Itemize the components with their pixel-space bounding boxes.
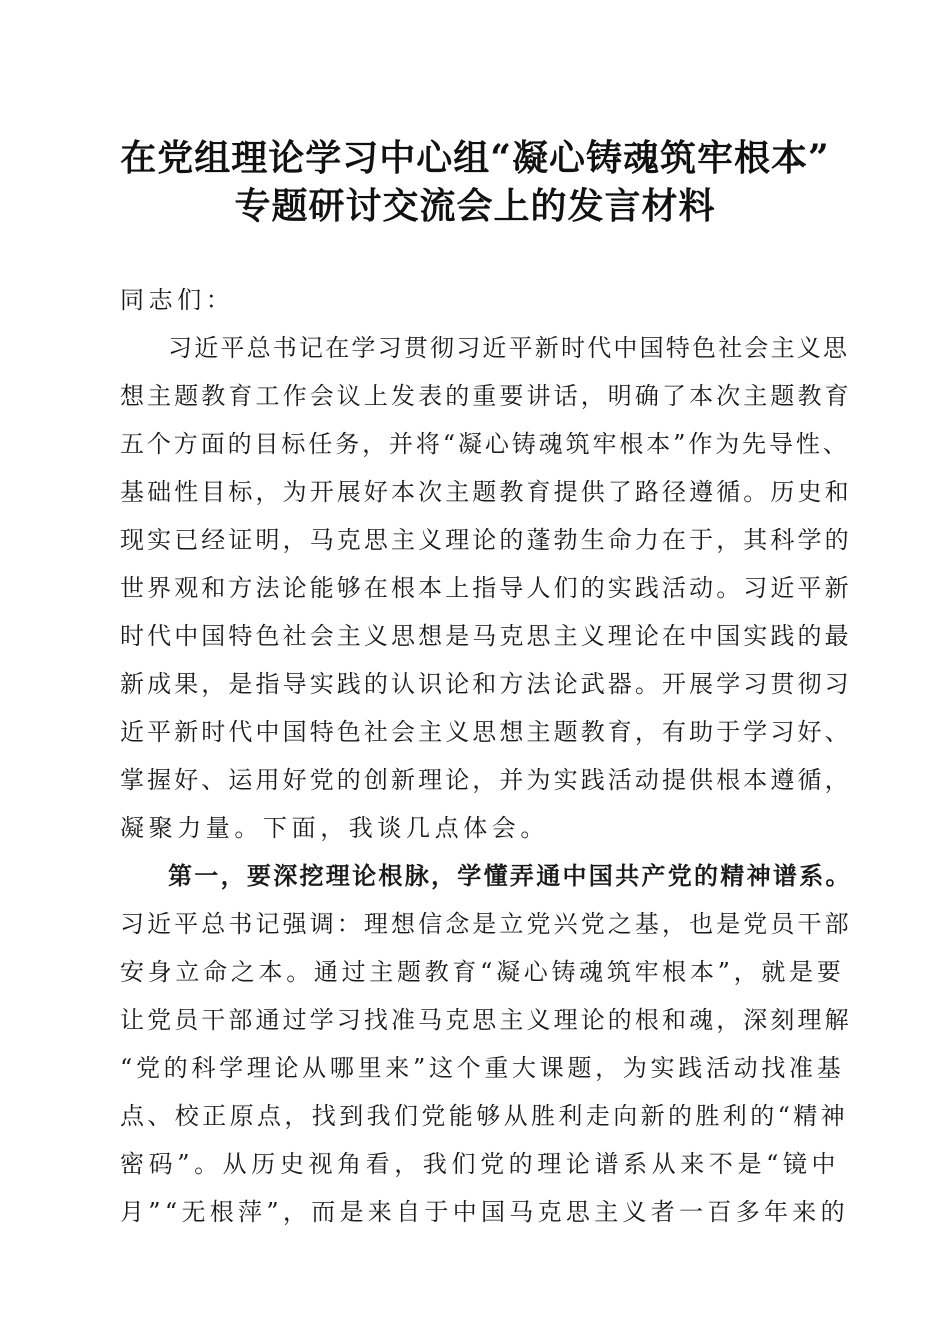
paragraph-1-line: 现实已经证明，马克思主义理论的蓬勃生命力在于，其科学的 (120, 526, 852, 554)
salutation: 同志们： (120, 286, 235, 314)
paragraph-2-line: “党的科学理论从哪里来”这个重大课题，为实践活动找准基 (120, 1054, 845, 1082)
document-title-line-2: 专题研讨交流会上的发言材料 (234, 185, 716, 227)
paragraph-1-line: 时代中国特色社会主义思想是马克思主义理论在中国实践的最 (120, 622, 852, 650)
paragraph-1-line: 基础性目标，为开展好本次主题教育提供了路径遵循。历史和 (120, 478, 852, 506)
paragraph-2-line: 安身立命之本。通过主题教育“凝心铸魂筑牢根本”，就是要 (120, 958, 845, 986)
paragraph-1-line: 掌握好、运用好党的创新理论，并为实践活动提供根本遵循， (120, 766, 852, 794)
paragraph-2-line: 点、校正原点，找到我们党能够从胜利走向新的胜利的“精神 (120, 1102, 849, 1130)
paragraph-1-line: 近平新时代中国特色社会主义思想主题教育，有助于学习好、 (120, 718, 852, 746)
paragraph-1-line: 习近平总书记在学习贯彻习近平新时代中国特色社会主义思 (168, 334, 850, 362)
paragraph-1-line: 凝聚力量。下面，我谈几点体会。 (120, 814, 549, 842)
paragraph-1-line: 新成果，是指导实践的认识论和方法论武器。开展学习贯彻习 (120, 670, 852, 698)
paragraph-1-line: 五个方面的目标任务，并将“凝心铸魂筑牢根本”作为先导性、 (120, 430, 850, 458)
paragraph-2-line: 让党员干部通过学习找准马克思主义理论的根和魂，深刻理解 (120, 1006, 852, 1034)
document-body (120, 276, 852, 1236)
paragraph-2-line: 密码”。从历史视角看，我们党的理论谱系从来不是“镜中 (120, 1150, 841, 1178)
document-title-line-1: 在党组理论学习中心组“凝心铸魂筑牢根本” (120, 137, 830, 179)
paragraph-2-heading: 第一，要深挖理论根脉，学懂弄通中国共产党的精神谱系。 (168, 861, 852, 890)
paragraph-1-line: 世界观和方法论能够在根本上指导人们的实践活动。习近平新 (120, 574, 852, 602)
paragraph-2-line: 月”“无根萍”，而是来自于中国马克思主义者一百多年来的 (120, 1198, 849, 1226)
paragraph-2-line: 习近平总书记强调：理想信念是立党兴党之基，也是党员干部 (120, 910, 852, 938)
paragraph-1-line: 想主题教育工作会议上发表的重要讲话，明确了本次主题教育 (120, 382, 852, 410)
